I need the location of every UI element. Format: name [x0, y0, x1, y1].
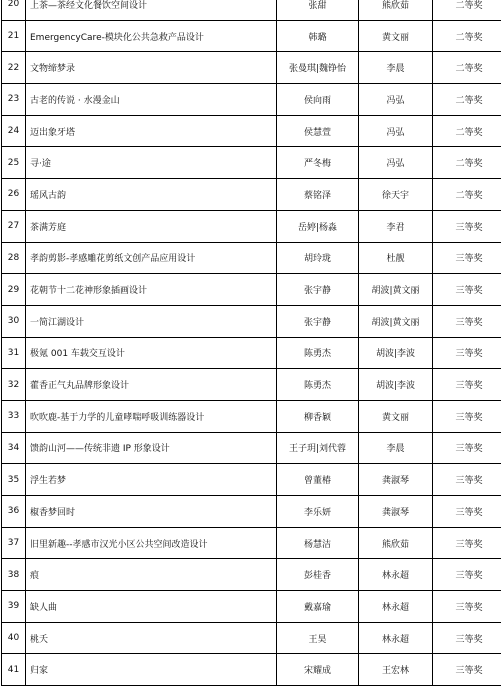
author-cell: 宋耀成 [277, 654, 359, 686]
work-title-cell: 椒香梦回时 [26, 496, 277, 528]
author-cell: 侯向雨 [277, 84, 359, 116]
award-level-cell: 三等奖 [433, 400, 501, 432]
work-title-cell: 茶满芳庭 [26, 210, 277, 242]
author-cell: 张曼琪|魏铮怡 [277, 52, 359, 84]
row-number-cell: 33 [2, 400, 26, 432]
table-row [2, 242, 501, 274]
row-number-cell: 37 [2, 527, 26, 559]
table-row [2, 115, 501, 147]
award-level-cell: 三等奖 [433, 559, 501, 591]
award-level-cell: 二等奖 [433, 84, 501, 116]
award-level-cell: 三等奖 [433, 432, 501, 464]
author-cell: 严冬梅 [277, 147, 359, 179]
advisor-cell: 胡波|李波 [359, 369, 433, 401]
author-cell: 胡玲珑 [277, 242, 359, 274]
advisor-cell: 龚淑琴 [359, 464, 433, 496]
row-number-cell: 30 [2, 305, 26, 337]
award-level-cell: 三等奖 [433, 337, 501, 369]
row-number-cell: 39 [2, 591, 26, 623]
table-row [2, 52, 501, 84]
row-number-cell: 20 [2, 0, 26, 20]
row-number-cell: 22 [2, 52, 26, 84]
award-table-body [2, 0, 501, 686]
table-row [2, 591, 501, 623]
award-level-cell: 二等奖 [433, 115, 501, 147]
advisor-cell: 胡波|黄文丽 [359, 274, 433, 306]
table-row [2, 337, 501, 369]
work-title-cell: EmergencyCare-模块化公共急救产品设计 [26, 20, 277, 52]
author-cell: 岳婷|杨淼 [277, 210, 359, 242]
advisor-cell: 黄文丽 [359, 400, 433, 432]
advisor-cell: 李晨 [359, 432, 433, 464]
award-level-cell: 二等奖 [433, 179, 501, 211]
work-title-cell: 旧里新趣--孝感市汉光小区公共空间改造设计 [26, 527, 277, 559]
advisor-cell: 黄文丽 [359, 20, 433, 52]
work-title-cell: 浮生若梦 [26, 464, 277, 496]
author-cell: 陈勇杰 [277, 369, 359, 401]
table-row [2, 84, 501, 116]
award-level-cell: 三等奖 [433, 305, 501, 337]
author-cell: 蔡铭泽 [277, 179, 359, 211]
row-number-cell: 41 [2, 654, 26, 686]
table-row [2, 464, 501, 496]
work-title-cell: 痕 [26, 559, 277, 591]
award-level-cell: 三等奖 [433, 496, 501, 528]
advisor-cell: 林永超 [359, 559, 433, 591]
row-number-cell: 32 [2, 369, 26, 401]
row-number-cell: 26 [2, 179, 26, 211]
award-level-cell: 二等奖 [433, 52, 501, 84]
author-cell: 杨慧洁 [277, 527, 359, 559]
row-number-cell: 28 [2, 242, 26, 274]
author-cell: 曾董椿 [277, 464, 359, 496]
author-cell: 张甜 [277, 0, 359, 20]
row-number-cell: 35 [2, 464, 26, 496]
row-number-cell: 25 [2, 147, 26, 179]
work-title-cell: 一简江湖设计 [26, 305, 277, 337]
advisor-cell: 龚淑琴 [359, 496, 433, 528]
table-row [2, 496, 501, 528]
work-title-cell: 古老的传说 · 水漫金山 [26, 84, 277, 116]
work-title-cell: 孝韵剪影-孝感雕花剪纸文创产品应用设计 [26, 242, 277, 274]
work-title-cell: 上茶—茶经文化餐饮空间设计 [26, 0, 277, 20]
table-row [2, 274, 501, 306]
author-cell: 柳香颖 [277, 400, 359, 432]
author-cell: 李乐妍 [277, 496, 359, 528]
author-cell: 王子玥|刘代蓉 [277, 432, 359, 464]
table-row [2, 20, 501, 52]
award-level-cell: 三等奖 [433, 274, 501, 306]
table-row [2, 369, 501, 401]
award-level-cell: 二等奖 [433, 0, 501, 20]
work-title-cell: 迈出象牙塔 [26, 115, 277, 147]
row-number-cell: 36 [2, 496, 26, 528]
author-cell: 张宇静 [277, 274, 359, 306]
table-row [2, 527, 501, 559]
work-title-cell: 文物缔梦录 [26, 52, 277, 84]
advisor-cell: 胡波|李波 [359, 337, 433, 369]
author-cell: 张宇静 [277, 305, 359, 337]
award-level-cell: 三等奖 [433, 591, 501, 623]
advisor-cell: 李晨 [359, 52, 433, 84]
work-title-cell: 馈韵山河——传统非遗 IP 形象设计 [26, 432, 277, 464]
award-table [1, 0, 501, 686]
table-row [2, 432, 501, 464]
advisor-cell: 王宏林 [359, 654, 433, 686]
author-cell: 侯慧萱 [277, 115, 359, 147]
table-row [2, 0, 501, 20]
work-title-cell: 桃夭 [26, 622, 277, 654]
advisor-cell: 熊欣茹 [359, 527, 433, 559]
row-number-cell: 29 [2, 274, 26, 306]
table-row [2, 654, 501, 686]
work-title-cell: 瑶风古韵 [26, 179, 277, 211]
row-number-cell: 27 [2, 210, 26, 242]
award-level-cell: 二等奖 [433, 20, 501, 52]
advisor-cell: 徐天宇 [359, 179, 433, 211]
award-level-cell: 三等奖 [433, 242, 501, 274]
row-number-cell: 34 [2, 432, 26, 464]
award-level-cell: 三等奖 [433, 369, 501, 401]
table-row [2, 210, 501, 242]
row-number-cell: 38 [2, 559, 26, 591]
work-title-cell: 寻·途 [26, 147, 277, 179]
work-title-cell: 吹吹鹿-基于力学的儿童哮喘呼吸训练器设计 [26, 400, 277, 432]
advisor-cell: 冯弘 [359, 115, 433, 147]
table-row [2, 622, 501, 654]
work-title-cell: 极氪 001 车载交互设计 [26, 337, 277, 369]
table-row [2, 305, 501, 337]
advisor-cell: 胡波|黄文丽 [359, 305, 433, 337]
table-row [2, 147, 501, 179]
award-level-cell: 三等奖 [433, 210, 501, 242]
work-title-cell: 藿香正气丸品牌形象设计 [26, 369, 277, 401]
row-number-cell: 24 [2, 115, 26, 147]
advisor-cell: 李君 [359, 210, 433, 242]
work-title-cell: 花朝节十二花神形象插画设计 [26, 274, 277, 306]
row-number-cell: 23 [2, 84, 26, 116]
advisor-cell: 冯弘 [359, 147, 433, 179]
advisor-cell: 熊欣茹 [359, 0, 433, 20]
row-number-cell: 31 [2, 337, 26, 369]
table-row [2, 559, 501, 591]
table-row [2, 179, 501, 211]
author-cell: 戴嘉瑜 [277, 591, 359, 623]
row-number-cell: 40 [2, 622, 26, 654]
award-level-cell: 三等奖 [433, 527, 501, 559]
advisor-cell: 林永超 [359, 622, 433, 654]
row-number-cell: 21 [2, 20, 26, 52]
author-cell: 彭桂香 [277, 559, 359, 591]
advisor-cell: 冯弘 [359, 84, 433, 116]
award-level-cell: 三等奖 [433, 464, 501, 496]
award-level-cell: 二等奖 [433, 147, 501, 179]
table-row [2, 400, 501, 432]
author-cell: 韩璐 [277, 20, 359, 52]
award-level-cell: 三等奖 [433, 654, 501, 686]
advisor-cell: 林永超 [359, 591, 433, 623]
advisor-cell: 杜靓 [359, 242, 433, 274]
author-cell: 陈勇杰 [277, 337, 359, 369]
work-title-cell: 缺人曲 [26, 591, 277, 623]
author-cell: 王昊 [277, 622, 359, 654]
work-title-cell: 归家 [26, 654, 277, 686]
award-level-cell: 三等奖 [433, 622, 501, 654]
